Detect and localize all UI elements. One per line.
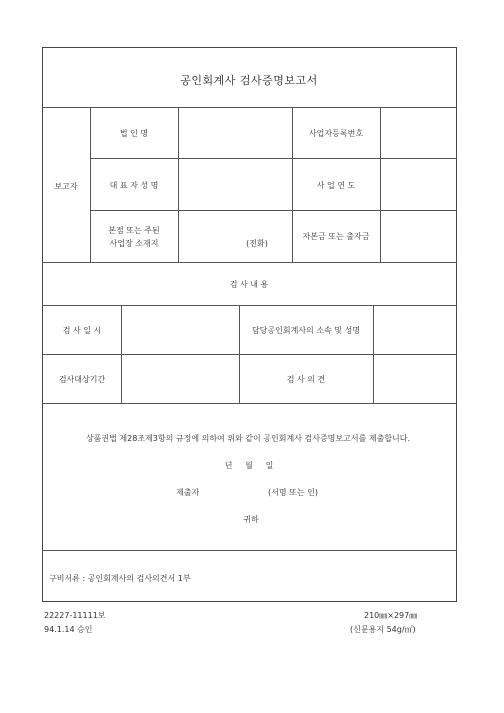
phone-label: (전화) [246,239,268,248]
inspection-contents-label: 검 사 내 용 [229,280,269,289]
paper-size: 210㎜×297㎜ [364,611,418,620]
biz-year-label: 사 업 연 도 [316,181,356,190]
reporter-label: 보고자 [54,182,78,191]
signature-label: (서명 또는 인) [268,488,318,497]
biz-reg-no-label: 사업자등록번호 [308,129,364,138]
divider-label-col [178,107,179,262]
corp-name-label: 법 인 명 [119,129,149,138]
inspection-opinion-label: 검 사 의 견 [286,375,326,384]
recipient-label: 귀하 [243,515,259,524]
attachments-note: 구비서류 : 공인회계사의 검사의견서 1부 [49,574,191,583]
divider-date-bottom [42,354,457,355]
divider-lower-col2 [239,305,240,403]
approval-date: 94.1.14 승인 [44,625,93,634]
head-office-label-line2: 사업장 소재지 [109,239,159,248]
divider-reporter-bottom [42,262,457,263]
divider-label2-col [380,107,381,262]
page-title: 공인회계사 검사증명보고서 [180,74,318,87]
capital-label: 자본금 또는 출자금 [302,232,370,241]
head-office-label-line1: 본점 또는 주된 [108,226,160,235]
form-number: 22227-11111보 [44,611,106,620]
divider-row1-bottom [90,158,457,159]
divider-statement-bottom [42,550,457,551]
divider-value-col [292,107,293,262]
date-line: 년 월 일 [224,461,274,470]
divider-row2-bottom [90,210,457,211]
divider-contents-bottom [42,305,457,306]
paper-type: (신문용지 54g/㎡) [350,625,416,634]
divider-lower-col1 [121,305,122,403]
divider-period-bottom [42,403,457,404]
divider-reporter-col [90,107,91,262]
submission-statement: 상품권법 제28조제3항의 규정에 의하여 위와 같이 공인회계사 검사증명보고서를 제출합니다. [85,434,411,443]
divider-title-bottom [42,107,457,108]
inspection-date-label: 검 사 일 시 [62,326,102,335]
divider-lower-col3 [373,305,374,403]
cpa-affiliation-label: 담당공인회계사의 소속 및 성명 [251,326,361,335]
submitter-label: 제출자 [176,488,200,497]
inspection-period-label: 검사대상기간 [58,375,106,384]
rep-name-label: 대 표 자 성 명 [109,181,159,190]
